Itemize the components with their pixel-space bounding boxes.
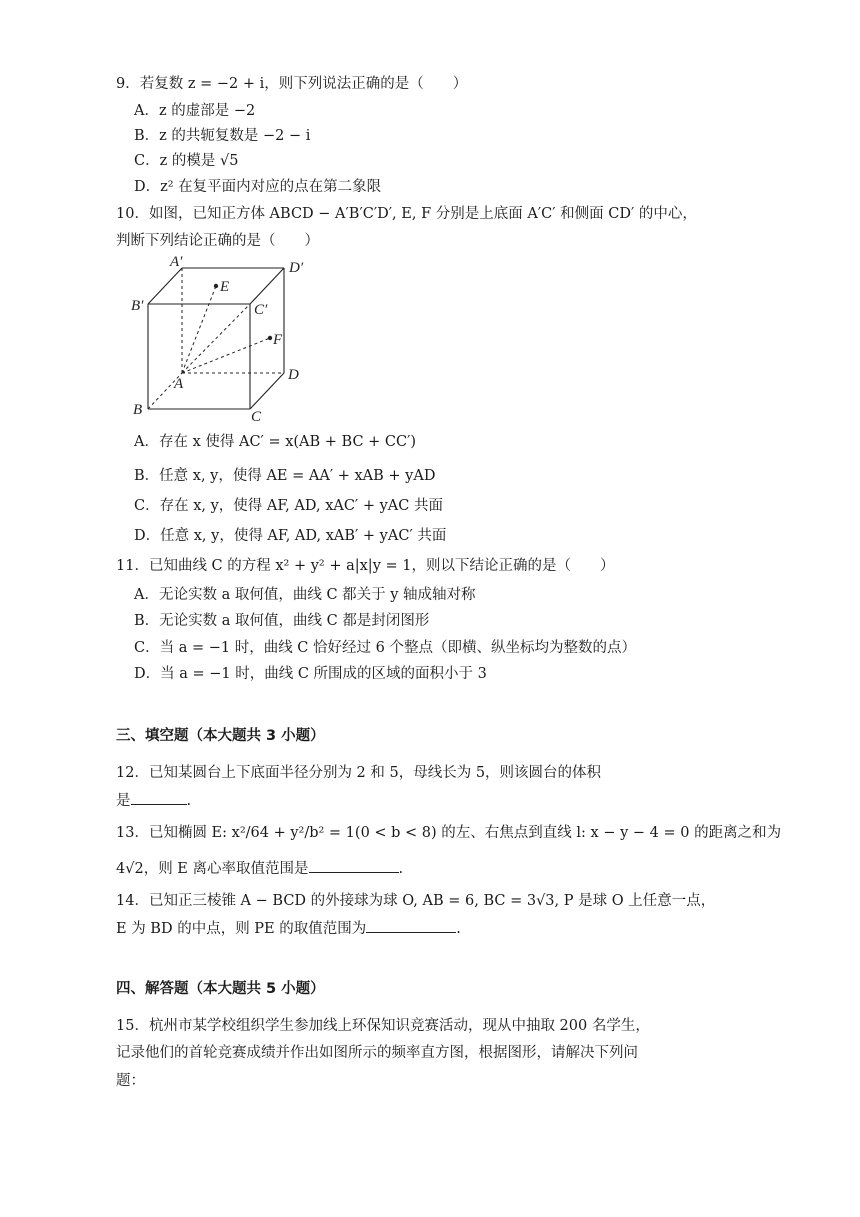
question-9: 9．若复数 z = −2 + i，则下列说法正确的是（ ） [116, 76, 468, 92]
question-11: 11．已知曲线 C 的方程 x² + y² + a|x|y = 1，则以下结论正确的是（ ） [116, 558, 615, 574]
q9-option-a: A．z 的虚部是 −2 [134, 103, 256, 119]
cube-figure [128, 252, 308, 422]
question-12: 12．已知某圆台上下底面半径分别为 2 和 5，母线长为 5，则该圆台的体积 [116, 765, 602, 781]
question-14: 14．已知正三棱锥 A − BCD 的外接球为球 O, AB = 6, BC = 3√3, P 是球 O 上任意一点， [116, 893, 716, 909]
edge-d1c1 [250, 268, 284, 304]
section-4-heading: 四、解答题（本大题共 5 小题） [116, 981, 325, 997]
label-c: C [251, 409, 262, 422]
question-10-cont: 判断下列结论正确的是（ ） [116, 233, 319, 249]
q9-option-b: B．z 的共轭复数是 −2 − i [134, 128, 311, 144]
label-b: B [133, 402, 143, 418]
point-e [214, 284, 218, 288]
label-e: E [220, 279, 230, 295]
q14-text: E 为 BD 的中点，则 PE 的取值范围为 [116, 921, 367, 937]
q12-period: . [186, 793, 192, 809]
point-f [268, 336, 272, 340]
label-a1: A′ [170, 254, 183, 270]
label-f: F [273, 332, 283, 348]
label-d: D [288, 367, 299, 383]
question-15-cont2: 题： [116, 1073, 145, 1089]
label-b1: B′ [131, 298, 144, 314]
segment-af [182, 338, 270, 373]
q14-answer-blank[interactable] [366, 918, 456, 933]
q9-option-d: D．z² 在复平面内对应的点在第二象限 [134, 179, 382, 195]
q10-option-b: B．任意 x, y，使得 AE = AA′ + xAB + yAD [134, 468, 436, 484]
section-3-heading: 三、填空题（本大题共 3 小题） [116, 728, 325, 744]
q13-answer-blank[interactable] [309, 858, 399, 873]
question-15-cont: 记录他们的首轮竞赛成绩并作出如图所示的频率直方图，根据图形，请解决下列问 [116, 1045, 638, 1061]
label-d1: D′ [289, 260, 304, 276]
q13-period: . [398, 861, 404, 877]
question-15: 15．杭州市某学校组织学生参加线上环保知识竞赛活动，现从中抽取 200 名学生， [116, 1018, 650, 1034]
q9-option-c: C．z 的模是 √5 [134, 153, 239, 169]
q11-option-b: B．无论实数 a 取何值，曲线 C 都是封闭图形 [134, 613, 430, 629]
question-14-cont [116, 918, 461, 939]
label-a: A [174, 376, 184, 392]
q10-option-d: D．任意 x, y，使得 AF, AD, xAB′ + yAC′ 共面 [134, 528, 447, 544]
edge-b1a1 [148, 268, 182, 304]
q13-text: 4√2，则 E 离心率取值范围是 [116, 861, 309, 877]
edge-dc [250, 373, 284, 409]
segment-ae [182, 286, 216, 373]
q10-option-a: A．存在 x 使得 AC′ = x(AB + BC + CC′) [134, 434, 417, 450]
question-10: 10．如图，已知正方体 ABCD − A′B′C′D′, E, F 分别是上底面 A′C′ 和侧面 CD′ 的中心， [116, 206, 697, 222]
q11-option-c: C．当 a = −1 时，曲线 C 恰好经过 6 个整点（即横、纵坐标均为整数的点） [134, 640, 636, 656]
q11-option-a: A．无论实数 a 取何值，曲线 C 都关于 y 轴成轴对称 [134, 587, 476, 603]
q10-option-c: C．存在 x, y，使得 AF, AD, xAC′ + yAC 共面 [134, 498, 443, 514]
q12-text: 是 [116, 793, 131, 809]
question-13: 13．已知椭圆 E: x²/64 + y²/b² = 1(0 < b < 8) 的左、右焦点到直线 l: x − y − 4 = 0 的距离之和为 [116, 825, 782, 841]
q11-option-d: D．当 a = −1 时，曲线 C 所围成的区域的面积小于 3 [134, 666, 487, 682]
question-13-cont [116, 858, 403, 879]
question-12-cont [116, 790, 191, 811]
segment-ac1 [182, 304, 250, 373]
q12-answer-blank[interactable] [131, 790, 187, 805]
label-c1: C′ [254, 302, 268, 318]
q14-period: . [456, 921, 461, 937]
